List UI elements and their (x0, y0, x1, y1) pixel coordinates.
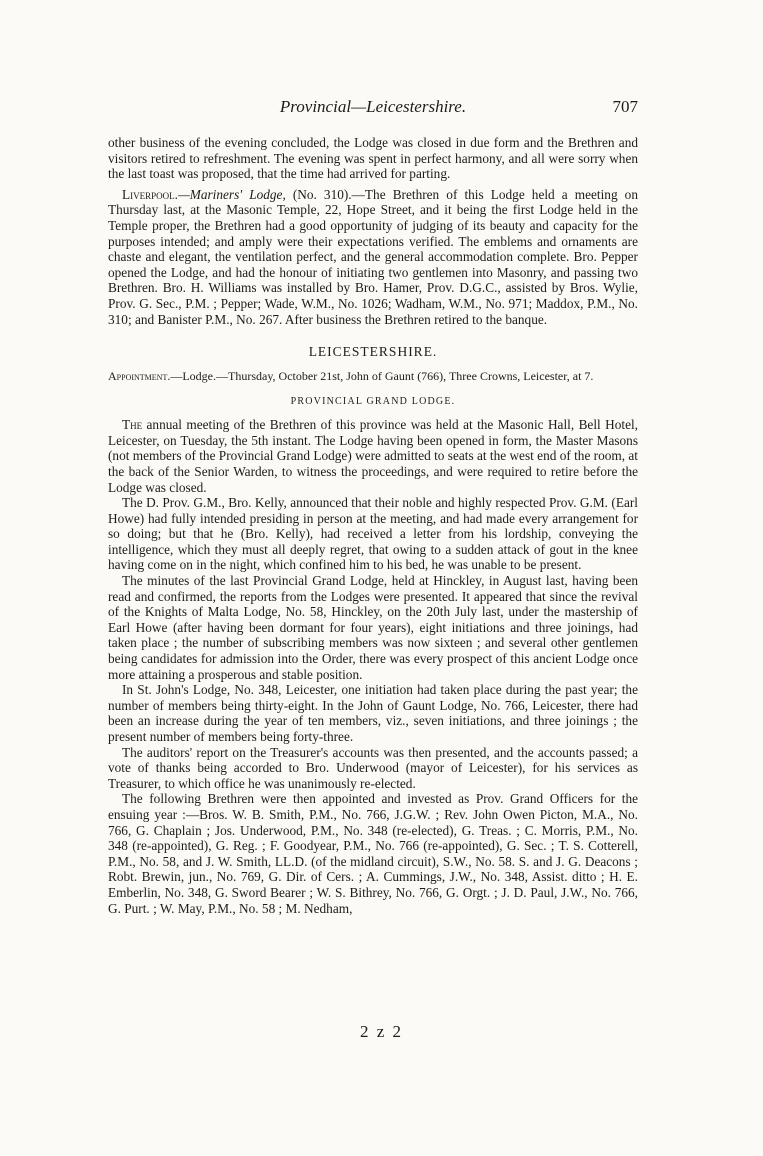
lodge-name: —Mariners' Lodge, (177, 186, 286, 202)
subheading: PROVINCIAL GRAND LODGE. (290, 396, 456, 408)
appointment-body: —Lodge.—Thursday, October 21st, John of Gaunt (766), Three Crowns, Leicester, at 7. (170, 369, 594, 384)
paragraph-st-johns: In St. John's Lodge, No. 348, Leicester, one initiation had taken place during the past year; the number of members being thirty-eight. In the John of Gaunt Lodge, No. 766, Leicester, there had been an increase during the year of ten members, viz., seven initiations, and three joinings ; the present number of members being forty-three. (108, 682, 638, 744)
paragraph-minutes: The minutes of the last Provincial Grand Lodge, held at Hinckley, in August last, having been read and confirmed, the reports from the Lodges were presented. It appeared that since the revival of the Knights of Malta Lodge, No. 58, Hinckley, on the 20th July last, under the mastership of Earl Howe (after having been dormant for four years), eight initiations and three joinings, had taken place ; the number of subscribing members was now sixteen ; and several other gentlemen being candidates for admission into the Order, there was every prospect of this ancient Lodge once more attaining a prosperous and stable position. (108, 573, 638, 682)
section-heading: LEICESTERSHIRE. (308, 344, 438, 360)
running-title: Provincial—Leicestershire. (279, 97, 467, 116)
place-lead: Liverpool. (122, 186, 178, 202)
appointment-lead: Appointment. (108, 369, 171, 384)
paragraph-annual-meeting-body: annual meeting of the Brethren of this province was held at the Masonic Hall, Bell Hotel, Leicester, on Tuesday, the 5th instant. The Lodge having been opened in form, the Master Masons (not members of the Provincial Grand Lodge) were admitted to seats at the west end of the room, at the back of the Senior Warden, to witness the proceedings, and were required to retire before the Lodge was closed. (108, 417, 638, 495)
paragraph-appointments: The following Brethren were then appointed and invested as Prov. Grand Officers for the ensuing year :—Bros. W. B. Smith, P.M., No. 766, J.G.W. ; Rev. John Owen Picton, M.A., No. 766, G. Chaplain ; Jos. Underwood, P.M., No. 348 (re-elected), G. Treas. ; C. Morris, P.M., No. 348 (re-appointed), G. Reg. ; F. Goodyear, P.M., No. 766 (re-appointed), G. Sec. ; T. S. Cotterell, P.M., No. 58, and J. W. Smith, LL.D. (of the midland circuit), S.W., No. 58. S. and J. G. Deacons ; Robt. Brewin, jun., No. 769, G. Dir. of Cers. ; A. Cummings, J.W., No. 348, Assist. ditto ; H. E. Emberlin, No. 348, G. Sword Bearer ; W. S. Bithrey, No. 766, G. Orgt. ; J. D. Paul, J.W., No. 766, G. Purt. ; W. May, P.M., No. 58 ; M. Nedham, (108, 791, 638, 916)
signature-mark: 2 z 2 (359, 1022, 404, 1041)
page-header (108, 97, 638, 119)
paragraph-continuation: other business of the evening concluded, the Lodge was closed in due form and the Brethren and visitors retired to refreshment. The evening was spent in perfect harmony, and all were sorry when the last toast was proposed, that the time had arrived for parting. (108, 135, 638, 182)
paragraph-liverpool-body: (No. 310).—The Brethren of this Lodge held a meeting on Thursday last, at the Masonic Temple, 22, Hope Street, and it being the first Lodge held in the Temple proper, the Brethren had a good opportunity of judging of its beauty and capacity for the purposes intended; and amply were their expectations verified. The emblems and ornaments are chaste and elegant, the ventilation perfect, and the general accommodation complete. Bro. Pepper opened the Lodge, and had the honour of initiating two gentlemen into Masonry, and passing two Brethren. Bro. H. Williams was installed by Bro. Hamer, Prov. D.G.C., assisted by Bros. Wylie, Prov. G. Sec., P.M. ; Pepper; Wade, W.M., No. 1026; Wadham, W.M., No. 971; Maddox, P.M., No. 310; and Banister P.M., No. 267. After business the Brethren retired to the banque. (108, 186, 638, 327)
appointment-notice (108, 369, 638, 383)
paragraph-deputy-announcement: The D. Prov. G.M., Bro. Kelly, announced that their noble and highly respected Prov. G.M. (Earl Howe) had fully intended presiding in person at the meeting, and had made every arrangement for so doing; but that he (Bro. Kelly), had received a letter from his lordship, conveying the intelligence, which they must all deeply regret, that owing to a sudden attack of gout in the knee having come on in the night, which confined him to his bed, he was unable to be present. (108, 495, 638, 573)
paragraph-lead-word: The (122, 417, 143, 433)
paragraph-auditors: The auditors' report on the Treasurer's accounts was then presented, and the accounts passed; a vote of thanks being accorded to Bro. Underwood (mayor of Leicester), for his services as Treasurer, to which office he was unanimously re-elected. (108, 744, 638, 791)
page-body (108, 135, 638, 916)
paragraph-annual-meeting (108, 417, 638, 495)
paragraph-liverpool (108, 187, 638, 327)
page-number: 707 (612, 97, 638, 116)
